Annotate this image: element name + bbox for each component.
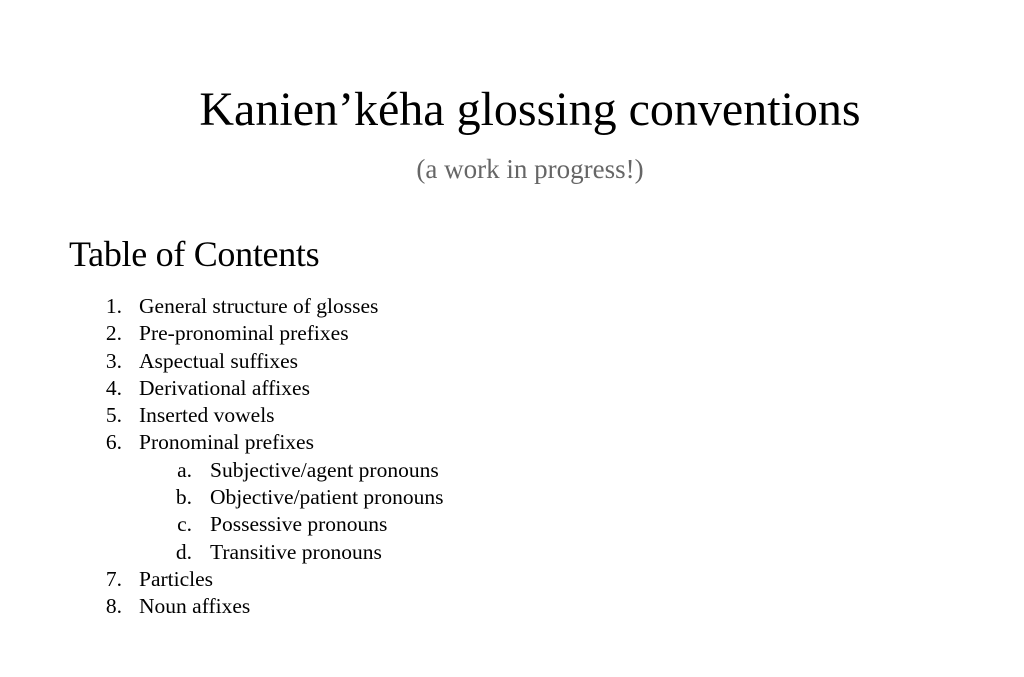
- toc-subitem-label: Possessive pronouns: [210, 512, 388, 537]
- toc-subitem-label: Subjective/agent pronouns: [210, 457, 439, 482]
- toc-subitem-letter: b.: [175, 485, 192, 510]
- toc-item-label: Noun affixes: [139, 594, 251, 619]
- toc-item-label: Inserted vowels: [139, 403, 275, 428]
- toc-item-label: Aspectual suffixes: [139, 348, 299, 373]
- toc-subitem-letter: a.: [177, 457, 192, 482]
- document-title: Kanien’kéha glossing conventions: [199, 83, 861, 136]
- toc-item-number: 6.: [105, 430, 122, 455]
- toc-item-number: 7.: [105, 566, 122, 591]
- toc-item-label: Derivational affixes: [139, 375, 310, 400]
- toc-item-label: Pre-pronominal prefixes: [139, 321, 349, 346]
- toc-item-number: 4.: [105, 375, 122, 400]
- toc-subitem-label: Objective/patient pronouns: [210, 485, 444, 510]
- toc-subitem-letter: c.: [177, 512, 192, 537]
- toc-item-number: 3.: [105, 348, 122, 373]
- toc-item-number: 5.: [105, 403, 122, 428]
- toc-item-label: Particles: [139, 566, 214, 591]
- document-subtitle: (a work in progress!): [416, 154, 644, 184]
- toc-item-number: 2.: [105, 321, 122, 346]
- toc-subitem-label: Transitive pronouns: [210, 539, 382, 564]
- toc-item-label: Pronominal prefixes: [139, 430, 314, 455]
- toc-heading: Table of Contents: [69, 234, 320, 274]
- toc-item-number: 1.: [105, 294, 122, 318]
- toc-item-label: General structure of glosses: [139, 294, 379, 318]
- toc-subitem-letter: d.: [175, 539, 192, 564]
- toc-item-number: 8.: [105, 594, 122, 619]
